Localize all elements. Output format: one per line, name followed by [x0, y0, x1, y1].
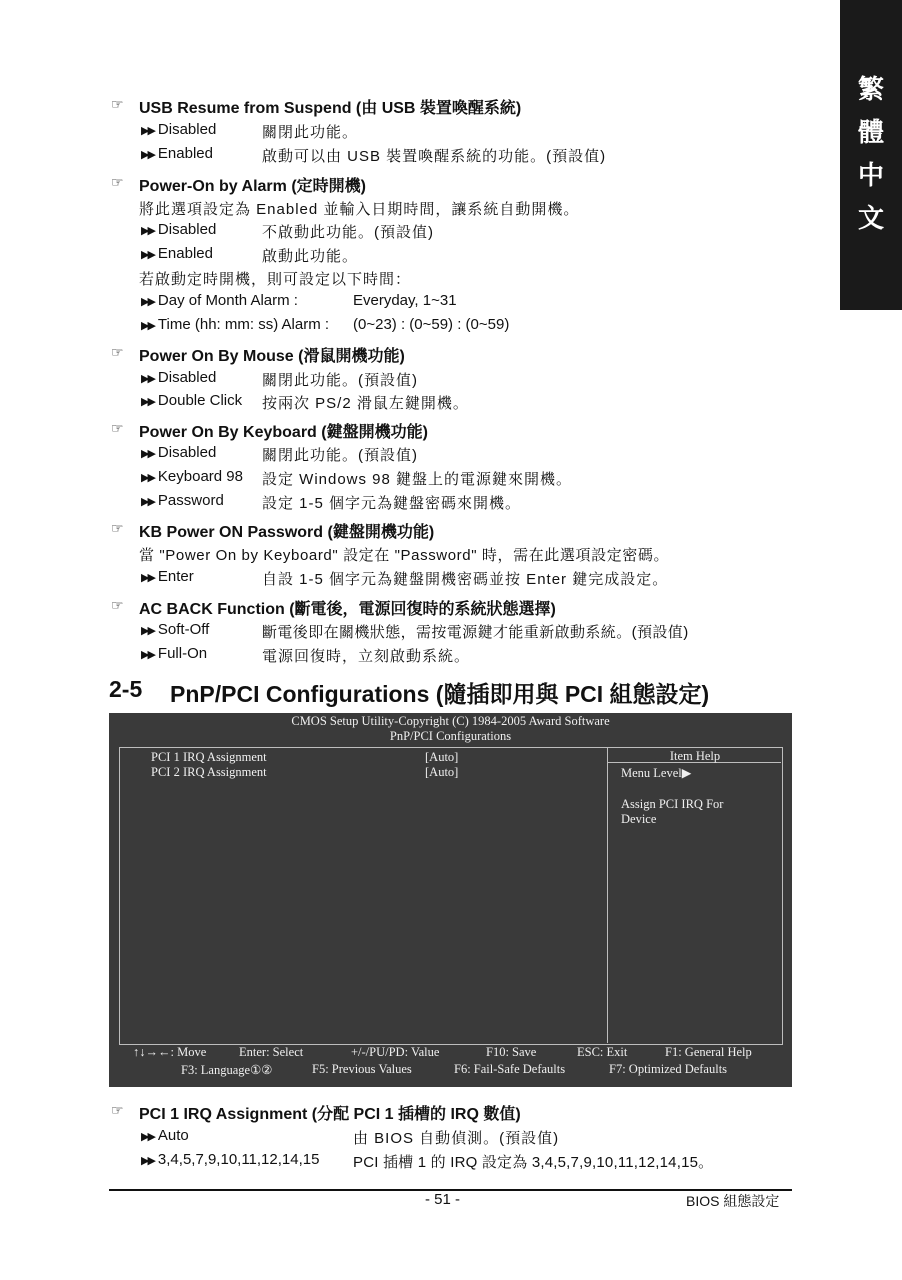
double-arrow-icon: ▶▶ [141, 448, 154, 460]
double-arrow-icon: ▶▶ [141, 373, 154, 385]
key-hint: F5: Previous Values [312, 1062, 412, 1076]
option-row: ▶▶ Time (hh: mm: ss) Alarm : [141, 316, 330, 333]
kb-password-title: KB Power ON Password (鍵盤開機功能) [139, 524, 435, 541]
key-hint: ↑↓→←: Move [133, 1045, 207, 1059]
side-tab-char: 體 [857, 118, 884, 148]
pointing-hand-icon: ☞ [111, 1102, 124, 1118]
pointing-hand-icon: ☞ [111, 96, 124, 112]
menu-level: Menu Level▶ [621, 766, 692, 780]
option-desc: 設定 Windows 98 鍵盤上的電源鍵來開機。 [262, 471, 573, 488]
option-row: ▶▶ Auto [141, 1127, 189, 1144]
key-hint: F1: General Help [665, 1045, 752, 1059]
option-desc: 設定 1-5 個字元為鍵盤密碼來開機。 [262, 495, 522, 512]
option-row: ▶▶ Enabled [141, 245, 213, 262]
key-hint: F10: Save [486, 1045, 537, 1059]
double-arrow-icon: ▶▶ [141, 225, 154, 237]
key-hint: +/-/PU/PD: Value [351, 1045, 440, 1059]
alarm-note: 若啟動定時開機，則可設定以下時間： [139, 271, 412, 288]
double-arrow-icon: ▶▶ [141, 496, 154, 508]
option-desc: 按兩次 PS/2 滑鼠左鍵開機。 [262, 395, 469, 412]
pointing-hand-icon: ☞ [111, 174, 124, 190]
bios-item-value[interactable]: [Auto] [425, 750, 459, 764]
key-hint: F7: Optimized Defaults [609, 1062, 728, 1076]
side-tab-char: 中 [857, 161, 884, 191]
help-text: Device [621, 812, 657, 826]
bios-copyright: CMOS Setup Utility-Copyright (C) 1984-2005 Award Software [291, 714, 610, 728]
option-desc: PCI 插槽 1 的 IRQ 設定為 3,4,5,7,9,10,11,12,14,15。 [353, 1154, 714, 1171]
pci1-irq-title: PCI 1 IRQ Assignment (分配 PCI 1 插槽的 IRQ 數值) [139, 1106, 521, 1123]
double-arrow-icon: ▶▶ [141, 149, 154, 161]
chapter-name: BIOS 組態設定 [686, 1193, 780, 1209]
option-desc: 關閉此功能。 [262, 124, 359, 141]
bios-item-name[interactable]: PCI 1 IRQ Assignment [151, 750, 267, 764]
double-arrow-icon: ▶▶ [141, 1155, 154, 1167]
double-arrow-icon: ▶▶ [141, 320, 154, 332]
power-on-keyboard-title: Power On By Keyboard (鍵盤開機功能) [139, 424, 428, 441]
option-row: ▶▶ Disabled [141, 444, 217, 461]
option-row: ▶▶ Enabled [141, 145, 213, 162]
bios-item-value[interactable]: [Auto] [425, 765, 459, 779]
pointing-hand-icon: ☞ [111, 344, 124, 360]
pointing-hand-icon: ☞ [111, 520, 124, 536]
double-arrow-icon: ▶▶ [141, 1131, 154, 1143]
double-arrow-icon: ▶▶ [141, 296, 154, 308]
side-tab-char: 文 [857, 204, 884, 234]
kb-password-intro: 當 "Power On by Keyboard" 設定在 "Password" 時，需在此選項設定密碼。 [139, 547, 670, 564]
bios-main-frame [119, 747, 783, 1045]
bios-divider [607, 747, 608, 1043]
double-arrow-icon: ▶▶ [141, 396, 154, 408]
double-arrow-icon: ▶▶ [141, 649, 154, 661]
usb-resume-title: USB Resume from Suspend (由 USB 裝置喚醒系統) [139, 100, 522, 117]
item-help-title: Item Help [669, 749, 721, 763]
option-desc: 啟動可以由 USB 裝置喚醒系統的功能。(預設值) [262, 148, 607, 165]
section-title: PnP/PCI Configurations (隨插即用與 PCI 組態設定) [170, 681, 710, 707]
option-row: ▶▶ Keyboard 98 [141, 468, 243, 485]
option-desc: (0~23) : (0~59) : (0~59) [353, 316, 510, 333]
language-side-tab [840, 0, 902, 310]
option-desc: 啟動此功能。 [262, 248, 359, 265]
option-desc: 斷電後即在關機狀態，需按電源鍵才能重新啟動系統。(預設值) [262, 624, 689, 641]
double-arrow-icon: ▶▶ [141, 625, 154, 637]
key-hint: ESC: Exit [577, 1045, 628, 1059]
option-desc: 不啟動此功能。(預設值) [262, 224, 434, 241]
bios-item-name[interactable]: PCI 2 IRQ Assignment [151, 765, 267, 779]
double-arrow-icon: ▶▶ [141, 472, 154, 484]
option-row: ▶▶ Double Click [141, 392, 243, 409]
double-arrow-icon: ▶▶ [141, 572, 154, 584]
pointing-hand-icon: ☞ [111, 420, 124, 436]
option-row: ▶▶ Soft-Off [141, 621, 210, 638]
option-desc: 關閉此功能。(預設值) [262, 372, 418, 389]
key-hint: Enter: Select [239, 1045, 304, 1059]
bios-screen-title: PnP/PCI Configurations [389, 729, 512, 743]
alarm-intro: 將此選項設定為 Enabled 並輸入日期時間，讓系統自動開機。 [139, 201, 580, 218]
option-row: ▶▶ Enter [141, 568, 194, 585]
option-desc: Everyday, 1~31 [353, 292, 457, 309]
option-row: ▶▶ Full-On [141, 645, 208, 662]
key-hint: F6: Fail-Safe Defaults [454, 1062, 566, 1076]
double-arrow-icon: ▶▶ [141, 249, 154, 261]
help-text: Assign PCI IRQ For [621, 797, 724, 811]
bios-screenshot [109, 713, 792, 1087]
option-row: ▶▶ 3,4,5,7,9,10,11,12,14,15 [141, 1151, 320, 1168]
option-desc: 自設 1-5 個字元為鍵盤開機密碼並按 Enter 鍵完成設定。 [262, 571, 669, 588]
power-on-alarm-title: Power-On by Alarm (定時開機) [139, 178, 366, 195]
side-tab-char: 繁 [857, 75, 884, 105]
section-number: 2-5 [109, 676, 143, 702]
option-desc: 電源回復時，立刻啟動系統。 [262, 648, 471, 665]
option-row: ▶▶ Password [141, 492, 224, 509]
option-row: ▶▶ Disabled [141, 221, 217, 238]
double-arrow-icon: ▶▶ [141, 125, 154, 137]
power-on-mouse-title: Power On By Mouse (滑鼠開機功能) [139, 348, 405, 365]
option-desc: 由 BIOS 自動偵測。(預設值) [353, 1130, 560, 1147]
key-hint: F3: Language①② [181, 1063, 273, 1077]
pointing-hand-icon: ☞ [111, 597, 124, 613]
ac-back-title: AC BACK Function (斷電後，電源回復時的系統狀態選擇) [139, 601, 556, 618]
option-row: ▶▶ Disabled [141, 369, 217, 386]
option-row: ▶▶ Day of Month Alarm : [141, 292, 298, 309]
option-row: ▶▶ Disabled [141, 121, 217, 138]
option-desc: 關閉此功能。(預設值) [262, 447, 418, 464]
page-number: - 51 - [425, 1191, 461, 1208]
